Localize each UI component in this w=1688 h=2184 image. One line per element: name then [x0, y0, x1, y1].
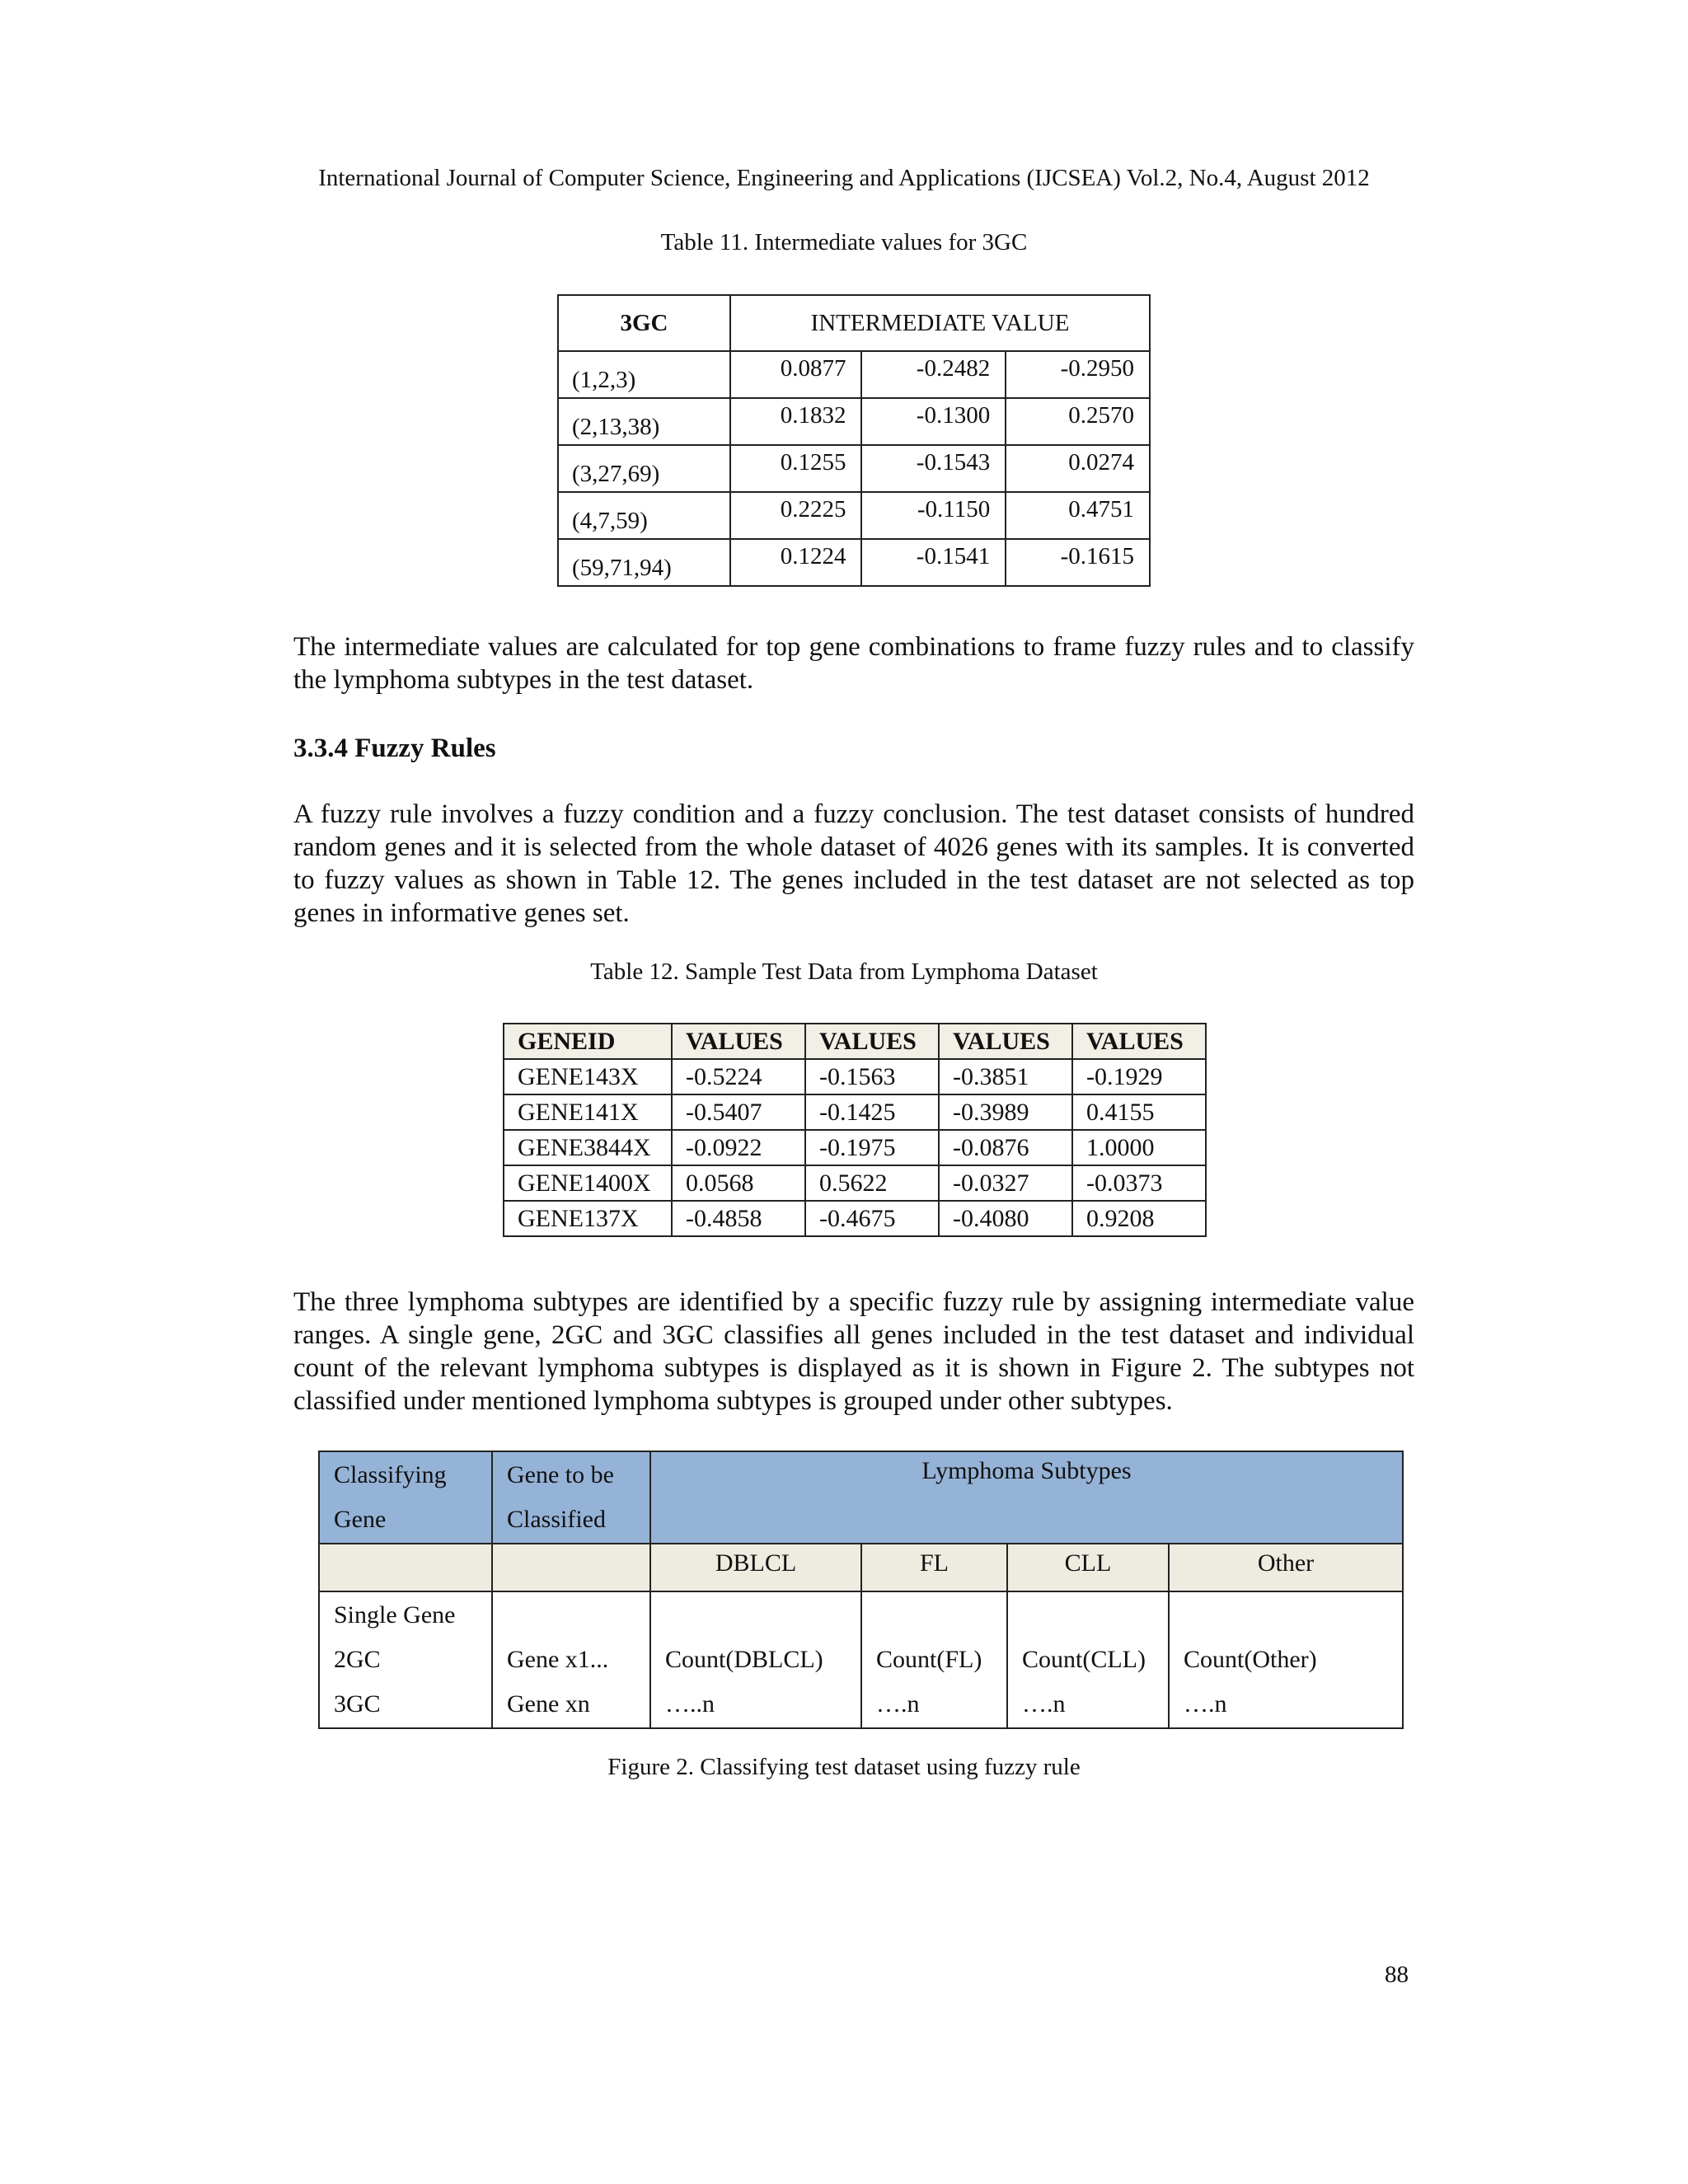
figure2-ellipsis: …..n: [665, 1690, 715, 1718]
journal-header: International Journal of Computer Science, Engineering and Applications (IJCSEA) Vol.2, No.4, August 2012: [318, 165, 1370, 191]
figure2-classifying-gene-cell: [319, 1591, 492, 1728]
figure2-subtype-row: [319, 1544, 1403, 1591]
table11: [557, 294, 1151, 587]
table12-header: VALUES: [939, 1024, 1072, 1059]
table-row: [504, 1201, 1206, 1236]
figure2-body-line: Gene xn: [507, 1690, 590, 1718]
table12-cell: GENE1400X: [504, 1165, 672, 1201]
table-row: [558, 398, 1150, 445]
table11-cell: 0.2225: [730, 492, 861, 539]
figure2-subtype-dblcl: DBLCL: [650, 1544, 861, 1591]
table12-cell: -0.1929: [1072, 1059, 1206, 1094]
table11-cell: -0.1615: [1006, 539, 1150, 586]
figure2-empty-cell: [492, 1544, 650, 1591]
table11-header-3gc: 3GC: [558, 295, 730, 351]
table12: [503, 1023, 1207, 1237]
table12-caption: Table 12. Sample Test Data from Lymphoma Dataset: [590, 958, 1098, 985]
figure2-body-line: 3GC: [334, 1690, 381, 1718]
figure2-body-line: Gene x1...: [507, 1646, 609, 1673]
table-row: [504, 1059, 1206, 1094]
table11-cell: 0.1832: [730, 398, 861, 445]
table12-cell: -0.3851: [939, 1059, 1072, 1094]
figure2-header-line: Gene to be: [507, 1461, 614, 1488]
figure2-count: Count(FL): [876, 1646, 982, 1673]
figure2-gene-cell: [492, 1591, 650, 1728]
table12-header-row: [504, 1024, 1206, 1059]
table11-cell: -0.1300: [861, 398, 1006, 445]
table11-header-intermediate: INTERMEDIATE VALUE: [730, 295, 1150, 351]
figure2-header-line: Classified: [507, 1506, 606, 1533]
table12-cell: -0.3989: [939, 1094, 1072, 1130]
figure2-gene-to-classify-header: [492, 1451, 650, 1544]
table-row: [558, 492, 1150, 539]
figure2-ellipsis: ….n: [1184, 1690, 1227, 1718]
table12-cell: 1.0000: [1072, 1130, 1206, 1165]
table11-cell: 0.0877: [730, 351, 861, 398]
figure2-classifying-gene-header: [319, 1451, 492, 1544]
table12-cell: GENE143X: [504, 1059, 672, 1094]
table11-cell: -0.2950: [1006, 351, 1150, 398]
paragraph-subtypes: The three lymphoma subtypes are identified by a specific fuzzy rule by assigning intermediate value ranges. A single gene, 2GC and 3GC classifies all genes included in the test dataset and individual count of the relevant lymphoma subtypes is displayed as it is shown in Figure 2. The subtypes not classified under mentioned lymphoma subtypes is grouped under other subtypes.: [293, 1287, 1414, 1416]
table11-cell: -0.1150: [861, 492, 1006, 539]
table-row: [558, 539, 1150, 586]
table11-cell-label: (1,2,3): [558, 351, 730, 398]
table11-caption: Table 11. Intermediate values for 3GC: [660, 229, 1028, 255]
table-row: [504, 1130, 1206, 1165]
table12-cell: -0.1425: [805, 1094, 939, 1130]
table-row: [504, 1094, 1206, 1130]
figure2-header-line: Gene: [334, 1506, 387, 1533]
table12-cell: GENE137X: [504, 1201, 672, 1236]
figure2-count: Count(CLL): [1022, 1646, 1146, 1673]
figure2-other-cell: [1169, 1591, 1403, 1728]
table12-cell: 0.4155: [1072, 1094, 1206, 1130]
table12-cell: GENE3844X: [504, 1130, 672, 1165]
table11-cell: -0.1543: [861, 445, 1006, 492]
table12-cell: -0.5407: [672, 1094, 805, 1130]
figure2-subtype-fl: FL: [861, 1544, 1007, 1591]
figure2-subtype-cll: CLL: [1007, 1544, 1169, 1591]
table12-cell: -0.4858: [672, 1201, 805, 1236]
table11-cell-label: (3,27,69): [558, 445, 730, 492]
figure2-cll-cell: [1007, 1591, 1169, 1728]
table11-cell-label: (59,71,94): [558, 539, 730, 586]
figure2-caption: Figure 2. Classifying test dataset using fuzzy rule: [607, 1754, 1081, 1780]
paragraph-fuzzy-rule: A fuzzy rule involves a fuzzy condition and a fuzzy conclusion. The test dataset consists of hundred random genes and it is selected from the whole dataset of 4026 genes with its samples. It is converted to fuzzy values as shown in Table 12. The genes included in the test dataset are not selected as top genes in informative genes set.: [293, 799, 1414, 928]
table-row: [504, 1165, 1206, 1201]
figure2-body-line: Single Gene: [334, 1601, 456, 1629]
table12-cell: -0.0876: [939, 1130, 1072, 1165]
table11-cell: 0.1255: [730, 445, 861, 492]
table12-cell: GENE141X: [504, 1094, 672, 1130]
table11-cell: 0.0274: [1006, 445, 1150, 492]
table11-cell: 0.2570: [1006, 398, 1150, 445]
table11-cell: 0.4751: [1006, 492, 1150, 539]
section-heading: 3.3.4 Fuzzy Rules: [293, 733, 496, 763]
figure2-body-row: [319, 1591, 1403, 1728]
figure2-lymphoma-subtypes-header: Lymphoma Subtypes: [650, 1451, 1403, 1544]
figure2-count: Count(Other): [1184, 1646, 1317, 1673]
table11-cell: 0.1224: [730, 539, 861, 586]
table12-header: GENEID: [504, 1024, 672, 1059]
figure2-empty-cell: [319, 1544, 492, 1591]
page-number: 88: [1385, 1961, 1409, 1988]
figure2-count: Count(DBLCL): [665, 1646, 823, 1673]
figure2-fl-cell: [861, 1591, 1007, 1728]
table12-header: VALUES: [805, 1024, 939, 1059]
figure2-ellipsis: ….n: [1022, 1690, 1066, 1718]
table12-header: VALUES: [1072, 1024, 1206, 1059]
figure2-table: [318, 1451, 1404, 1729]
table11-cell-label: (2,13,38): [558, 398, 730, 445]
table12-header: VALUES: [672, 1024, 805, 1059]
table12-cell: -0.0373: [1072, 1165, 1206, 1201]
figure2-dblcl-cell: [650, 1591, 861, 1728]
table12-cell: -0.1563: [805, 1059, 939, 1094]
table12-cell: -0.5224: [672, 1059, 805, 1094]
table-row: [558, 445, 1150, 492]
table12-cell: -0.0922: [672, 1130, 805, 1165]
table12-cell: 0.5622: [805, 1165, 939, 1201]
table12-cell: 0.0568: [672, 1165, 805, 1201]
figure2-subtype-other: Other: [1169, 1544, 1403, 1591]
table12-cell: -0.0327: [939, 1165, 1072, 1201]
table12-cell: -0.1975: [805, 1130, 939, 1165]
table-row: [558, 351, 1150, 398]
figure2-header-line: Classifying: [334, 1461, 447, 1488]
figure2-body-line: 2GC: [334, 1646, 381, 1673]
figure2-header-row: [319, 1451, 1403, 1544]
paragraph-intermediate-values: The intermediate values are calculated for top gene combinations to frame fuzzy rules and to classify the lymphoma subtypes in the test dataset.: [293, 632, 1414, 695]
table11-cell-label: (4,7,59): [558, 492, 730, 539]
table11-cell: -0.1541: [861, 539, 1006, 586]
figure2-ellipsis: ….n: [876, 1690, 920, 1718]
table12-cell: 0.9208: [1072, 1201, 1206, 1236]
table12-cell: -0.4080: [939, 1201, 1072, 1236]
table11-cell: -0.2482: [861, 351, 1006, 398]
table12-cell: -0.4675: [805, 1201, 939, 1236]
